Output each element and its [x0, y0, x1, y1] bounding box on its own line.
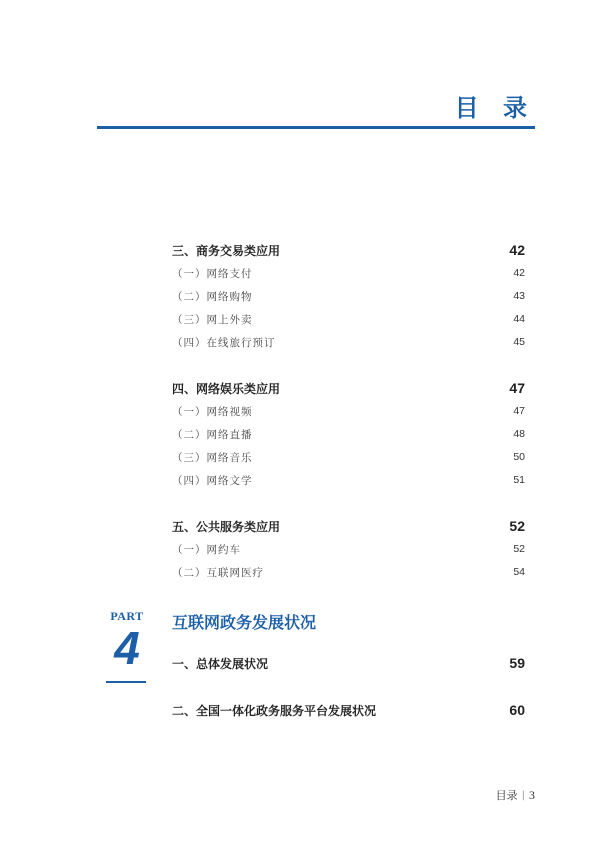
toc-item-label: （四）在线旅行预订 [172, 336, 276, 349]
toc-item[interactable] [172, 447, 525, 467]
toc-page-number: 47 [513, 405, 525, 417]
toc-section[interactable] [172, 516, 525, 536]
toc-item[interactable] [172, 401, 525, 421]
toc-page-number: 59 [509, 655, 525, 671]
toc-item-label: （一）网络视频 [172, 405, 253, 418]
toc-section-label: 一、总体发展状况 [172, 656, 269, 671]
toc-item[interactable] [172, 470, 525, 490]
part-divider [106, 681, 146, 683]
toc-item[interactable] [172, 309, 525, 329]
toc-item-label: （二）网络购物 [172, 290, 253, 303]
toc-item-label: （二）互联网医疗 [172, 566, 264, 579]
title-divider [97, 126, 535, 129]
toc-page-number: 51 [513, 474, 525, 486]
toc-item-label: （一）网络支付 [172, 267, 253, 280]
toc-page-number: 42 [513, 267, 525, 279]
toc-section-label: 三、商务交易类应用 [172, 243, 281, 258]
toc-page-number: 52 [509, 518, 525, 534]
toc-item-label: （二）网络直播 [172, 428, 253, 441]
footer-separator: | [521, 789, 525, 801]
toc-item-label: （一）网约车 [172, 543, 241, 556]
toc-item[interactable] [172, 424, 525, 444]
toc-page-number: 42 [509, 242, 525, 258]
toc-page-number: 52 [513, 543, 525, 555]
toc-section[interactable] [172, 700, 525, 720]
toc-item[interactable] [172, 562, 525, 582]
footer-label: 目录 [495, 789, 518, 802]
toc-page-number: 48 [513, 428, 525, 440]
toc-section[interactable] [172, 653, 525, 673]
toc-item-label: （三）网上外卖 [172, 313, 253, 326]
page-title: 目 录 [454, 94, 535, 122]
toc-section-label: 四、网络娱乐类应用 [172, 381, 281, 396]
toc-page-number: 47 [509, 380, 525, 396]
page-footer [496, 787, 535, 803]
toc-page-number: 45 [513, 336, 525, 348]
toc-page-number: 44 [513, 313, 525, 325]
part-label: PART [110, 609, 144, 623]
toc-page-number: 54 [513, 566, 525, 578]
toc-section-label: 五、公共服务类应用 [172, 519, 281, 534]
toc-item[interactable] [172, 263, 525, 283]
toc-page-number: 50 [513, 451, 525, 463]
toc-item[interactable] [172, 332, 525, 352]
part-number: 4 [114, 622, 140, 674]
toc-item-label: （四）网络文学 [172, 474, 253, 487]
toc-item[interactable] [172, 539, 525, 559]
toc-page-number: 60 [509, 702, 525, 718]
toc-section-label: 二、全国一体化政务服务平台发展状况 [172, 703, 377, 718]
toc-page-number: 43 [513, 290, 525, 302]
part-title[interactable]: 互联网政务发展状况 [172, 613, 317, 632]
toc-item[interactable] [172, 286, 525, 306]
footer-page-number: 3 [529, 787, 535, 802]
toc-item-label: （三）网络音乐 [172, 451, 253, 464]
toc-section[interactable] [172, 378, 525, 398]
toc-section[interactable] [172, 240, 525, 260]
